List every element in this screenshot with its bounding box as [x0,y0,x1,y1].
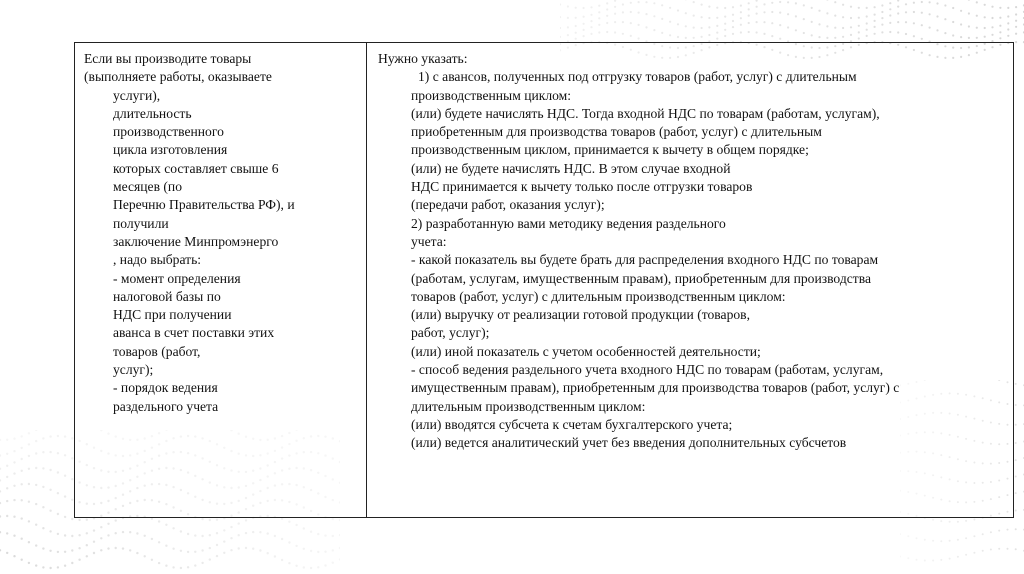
right-line: (или) выручку от реализации готовой продукции (товаров, [411,307,750,323]
left-line: , надо выбрать: [113,252,202,268]
left-line: - момент определения [113,270,241,286]
right-line: (или) не будете начислять НДС. В этом случае входной [411,160,731,176]
left-line: производственного [113,124,224,140]
right-line: НДС принимается к вычету только после отгрузки товаров [411,179,753,195]
left-line: длительность [113,105,192,121]
right-line: приобретенным для производства товаров (работ, услуг) с длительным [411,124,822,140]
left-line: заключение Минпромэнерго [113,233,279,249]
right-line: Нужно указать: [378,51,468,66]
left-line: получили [113,215,169,231]
left-line: услуги), [113,87,161,103]
left-line: налоговой базы по [113,288,221,304]
right-line: длительным производственным циклом: [411,398,646,414]
left-line: цикла изготовления [113,142,228,158]
right-line: (или) ведется аналитический учет без введения дополнительных субсчетов [411,435,847,451]
right-line: производственным циклом: [411,87,572,103]
right-line: работ, услуг); [411,325,490,341]
right-line: (или) иной показатель с учетом особенностей деятельности; [411,343,761,359]
left-line: Перечню Правительства РФ), и [113,197,295,213]
right-line: 1) с авансов, полученных под отгрузку товаров (работ, услуг) с длительным [418,69,857,85]
left-line: которых составляет свыше 6 [113,160,279,176]
left-line: раздельного учета [113,398,219,414]
right-line: товаров (работ, услуг) с длительным производственным циклом: [411,288,786,304]
right-line: - способ ведения раздельного учета входного НДС по товарам (работам, услугам, [411,362,884,378]
right-line: производственным циклом, принимается к вычету в общем порядке; [411,142,809,158]
left-line: - порядок ведения [113,380,218,396]
left-line: услуг); [113,362,154,378]
right-line: (или) будете начислять НДС. Тогда входной НДС по товарам (работам, услугам), [411,105,880,121]
right-line: учета: [411,233,447,249]
left-line: аванса в счет поставки этих [113,325,275,341]
left-line: (выполняете работы, оказываете [84,69,272,85]
right-line: - какой показатель вы будете брать для распределения входного НДС по товарам [411,252,879,268]
left-line: месяцев (по [113,179,182,195]
conditions-cell [75,43,367,517]
right-line: 2) разработанную вами методику ведения раздельного [411,215,726,231]
right-line: (или) вводятся субсчета к счетам бухгалтерского учета; [411,416,733,432]
requirements-cell [367,43,1013,517]
left-line: Если вы производите товары [84,51,252,66]
right-line: имущественным правам), приобретенным для производства товаров (работ, услуг) с [411,380,900,396]
left-line: товаров (работ, [113,343,201,359]
right-line: (работам, услугам, имущественным правам), приобретенным для производства [411,270,872,286]
left-line: НДС при получении [113,307,232,323]
content-table [74,42,1014,518]
right-line: (передачи работ, оказания услуг); [411,197,605,213]
